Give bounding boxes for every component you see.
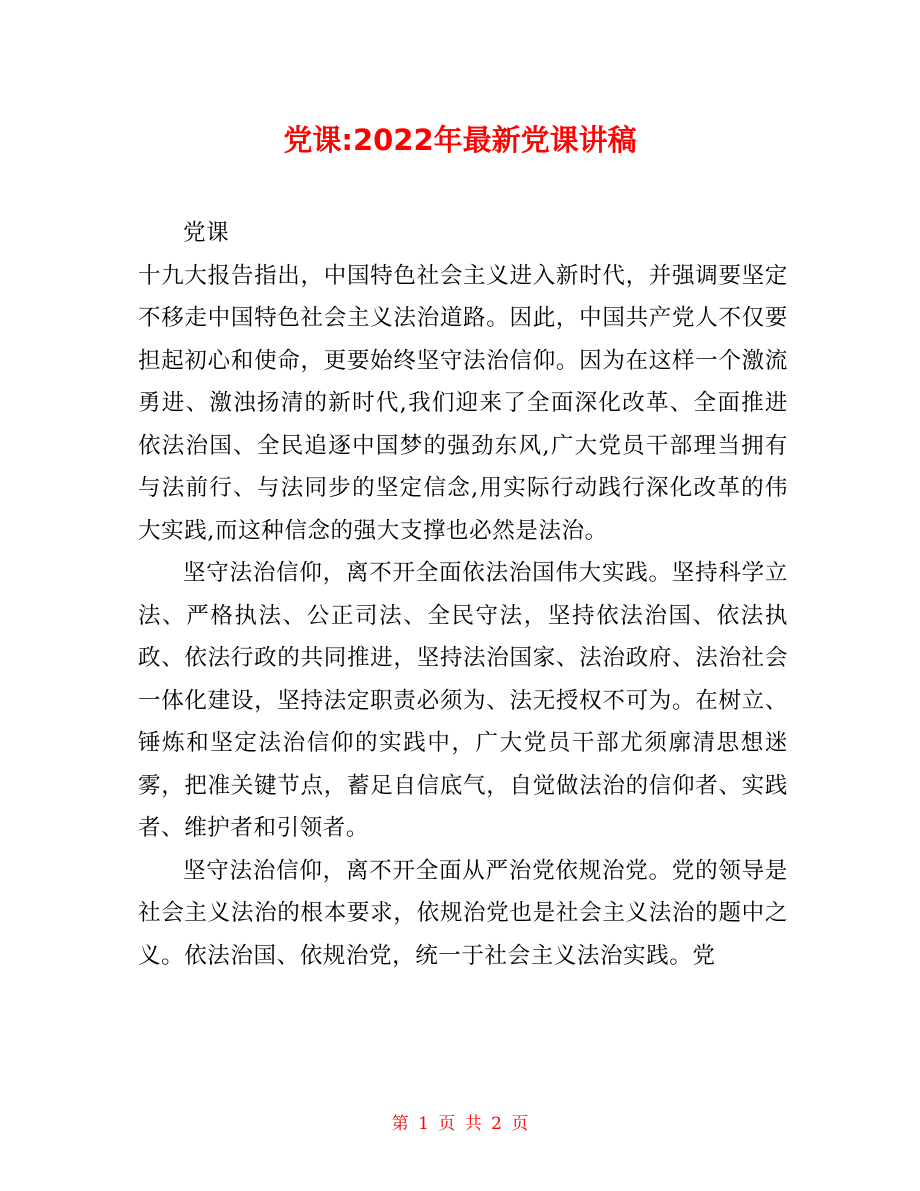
paragraph: 坚守法治信仰，离不开全面依法治国伟大实践。坚持科学立法、严格执法、公正司法、全民守法，坚持依法治国、依法执政、依法行政的共同推进，坚持法治国家、法治政府、法治社会一体化建设，坚持法定职责必须为、法无授权不可为。在树立、锤炼和坚定法治信仰的实践中，广大党员干部尤须廓清思想迷雾，把准关键节点，蓄足自信底气，自觉做法治的信仰者、实践者、维护者和引领者。 [138,560,788,841]
document-title: 党课:2022年最新党课讲稿 [283,123,637,157]
document-body [138,212,788,977]
paragraph: 坚守法治信仰，离不开全面从严治党依规治党。党的领导是社会主义法治的根本要求，依规治党也是社会主义法治的题中之义。依法治国、依规治党，统一于社会主义法治实践。党 [138,857,788,969]
page-footer: 第 1 页 共 2 页 [391,1114,529,1134]
paragraph-heading: 党课 [183,220,230,246]
paragraph: 十九大报告指出，中国特色社会主义进入新时代，并强调要坚定不移走中国特色社会主义法治道路。因此，中国共产党人不仅要担起初心和使命，更要始终坚守法治信仰。因为在这样一个激流勇进、激浊扬清的新时代,我们迎来了全面深化改革、全面推进依法治国、全民追逐中国梦的强劲东风,广大党员干部理当拥有与法前行、与法同步的坚定信念,用实际行动践行深化改革的伟大实践,而这种信念的强大支撑也必然是法治。 [138,262,788,544]
